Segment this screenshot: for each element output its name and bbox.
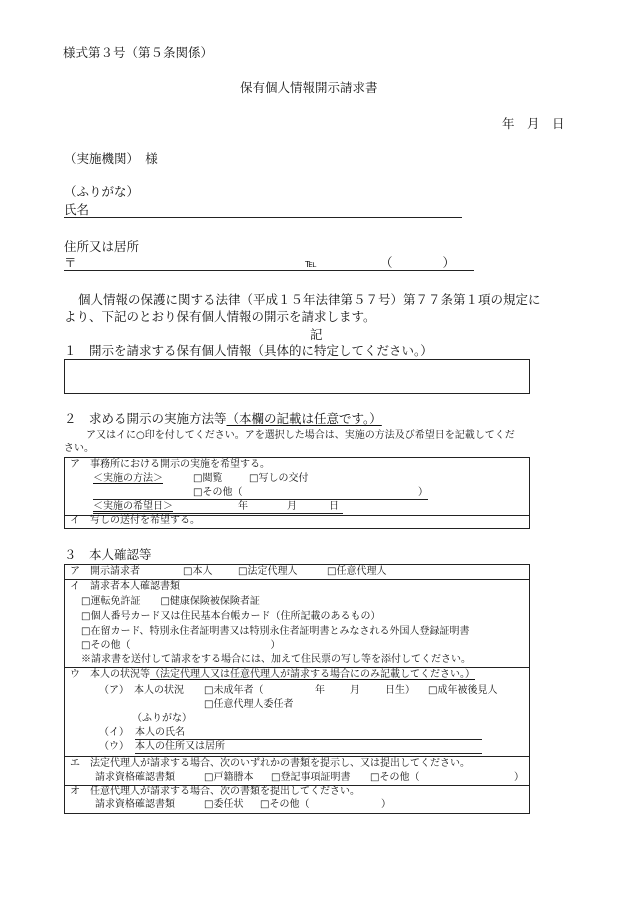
method-label: ＜実施の方法＞ bbox=[93, 473, 163, 484]
tel-parens: （ ） bbox=[380, 255, 456, 270]
principal-name-underline[interactable] bbox=[135, 739, 482, 740]
requester-legal-checkbox[interactable]: □法定代理人 bbox=[238, 566, 298, 577]
address-label: 住所又は居所 bbox=[64, 239, 140, 254]
family-register-checkbox[interactable]: □戸籍謄本 bbox=[204, 772, 254, 783]
requester-self-checkbox[interactable]: □本人 bbox=[183, 566, 213, 577]
section2-instruction-1: ア又はイに○印を付してください。アを選択した場合は、実施の方法及び希望日を記載してくだ bbox=[86, 430, 515, 441]
date-label: ＜実施の希望日＞ bbox=[93, 501, 173, 512]
adult-ward-checkbox[interactable]: □成年被後見人 bbox=[428, 685, 498, 696]
principal-checkbox[interactable]: □任意代理人委任者 bbox=[204, 699, 294, 710]
registry-certificate-checkbox[interactable]: □登記事項証明書 bbox=[271, 772, 351, 783]
divider bbox=[64, 756, 529, 757]
section2-instruction-2: さい。 bbox=[64, 443, 94, 454]
form-id: 様式第３号（第５条関係） bbox=[63, 45, 214, 60]
page-title: 保有個人情報開示請求書 bbox=[240, 80, 378, 95]
id-docs-note: ※請求書を送付して請求をする場合には、加えて住民票の写し等を添付してください。 bbox=[81, 654, 471, 665]
voluntary-other-checkbox[interactable]: □その他（ bbox=[260, 799, 310, 810]
furigana-label: （ふりがな） bbox=[64, 184, 140, 199]
principal-status-label: （ア） 本人の状況 bbox=[99, 685, 184, 696]
voluntary-other-close: ） bbox=[381, 799, 391, 810]
principal-name-label: （イ） bbox=[99, 727, 129, 738]
option-a-row[interactable]: ア 事務所における開示の実施を希望する。 bbox=[70, 459, 270, 470]
legal-agent-line: エ 法定代理人が請求する場合、次のいずれかの書類を提示し、又は提出してください。 bbox=[70, 758, 470, 769]
section2-heading-main: ２ 求める開示の実施方法等 bbox=[64, 411, 227, 426]
birth-day: 日生） bbox=[385, 685, 415, 696]
section1-heading: １ 開示を請求する保有個人情報（具体的に特定してください。） bbox=[64, 343, 433, 358]
date-day: 日 bbox=[329, 501, 339, 512]
date-month: 月 bbox=[287, 501, 297, 512]
tel-label: ℡ bbox=[305, 257, 317, 270]
principal-furigana: （ふりがな） bbox=[132, 713, 192, 724]
divider bbox=[64, 667, 529, 668]
principal-status-title: ウ 本人の状況等（法定代理人又は任意代理人が請求する場合にのみ記載してください。） bbox=[70, 669, 475, 680]
address-underline[interactable] bbox=[64, 270, 474, 271]
voluntary-agent-line: オ 任意代理人が請求する場合、次の書類を提出してください。 bbox=[70, 786, 360, 797]
opt-other-close: ） bbox=[418, 487, 428, 498]
birth-month: 月 bbox=[350, 685, 360, 696]
id-docs-line-2[interactable]: □個人番号カード又は住民基本台帳カード（住所記載のあるもの） bbox=[81, 611, 381, 622]
date-underline[interactable] bbox=[93, 513, 343, 514]
intro-line-2: より、下記のとおり保有個人情報の開示を請求します。 bbox=[64, 309, 376, 324]
opt-other-checkbox[interactable]: □その他（ bbox=[193, 487, 243, 498]
id-docs-line-4[interactable]: □その他（ ） bbox=[81, 640, 281, 651]
date-line: 年 月 日 bbox=[502, 116, 565, 131]
opt-copy-checkbox[interactable]: □写しの交付 bbox=[249, 473, 309, 484]
name-underline[interactable] bbox=[64, 217, 462, 218]
principal-address-underline[interactable] bbox=[135, 753, 482, 754]
power-of-attorney-checkbox[interactable]: □委任状 bbox=[204, 799, 244, 810]
ki-mark: 記 bbox=[310, 327, 323, 342]
id-docs-title: イ 請求者本人確認書類 bbox=[70, 581, 180, 592]
intro-line-1: 個人情報の保護に関する法律（平成１５年法律第５７号）第７７条第１項の規定に bbox=[78, 292, 541, 307]
legal-other-close: ） bbox=[514, 772, 524, 783]
option-i-row[interactable]: イ 写しの送付を希望する。 bbox=[70, 515, 200, 526]
divider bbox=[64, 579, 529, 580]
requester-voluntary-checkbox[interactable]: □任意代理人 bbox=[327, 566, 387, 577]
agency-line: （実施機関） 様 bbox=[64, 151, 158, 166]
postal-mark: 〒 bbox=[64, 255, 77, 270]
legal-doc-label: 請求資格確認書類 bbox=[95, 772, 175, 783]
id-docs-line-3[interactable]: □在留カード、特別永住者証明書又は特別永住者証明書とみなされる外国人登録証明書 bbox=[81, 626, 470, 637]
opt-view-checkbox[interactable]: □閲覧 bbox=[193, 473, 223, 484]
principal-address: 本人の住所又は居所 bbox=[135, 741, 225, 752]
legal-other-checkbox[interactable]: □その他（ bbox=[370, 772, 420, 783]
voluntary-doc-label: 請求資格確認書類 bbox=[95, 799, 175, 810]
principal-name: 本人の氏名 bbox=[135, 727, 185, 738]
id-docs-line-1[interactable]: □運転免許証 □健康保険被保険者証 bbox=[81, 596, 260, 607]
requested-info-field[interactable] bbox=[64, 359, 530, 394]
birth-year: 年 bbox=[315, 685, 325, 696]
date-year: 年 bbox=[238, 501, 248, 512]
section2-heading bbox=[64, 412, 382, 426]
name-label: 氏名 bbox=[64, 202, 90, 217]
principal-address-label: （ウ） bbox=[99, 741, 129, 752]
minor-checkbox[interactable]: □未成年者（ bbox=[204, 685, 264, 696]
section2-heading-note: （本欄の記載は任意です。） bbox=[226, 411, 382, 426]
section3-heading: ３ 本人確認等 bbox=[64, 547, 152, 562]
method-underline bbox=[93, 499, 428, 500]
requester-label: ア 開示請求者 bbox=[70, 566, 140, 577]
